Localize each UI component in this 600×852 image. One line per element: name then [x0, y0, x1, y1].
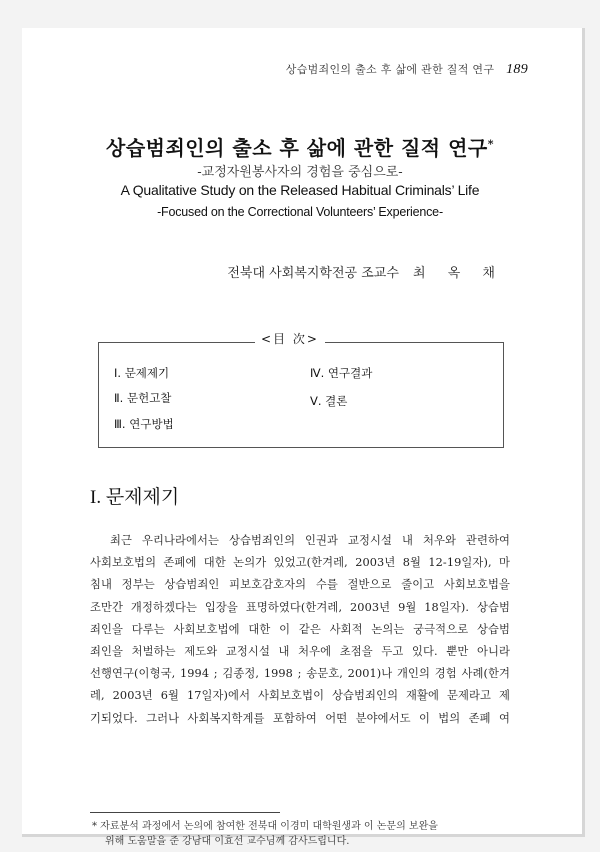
body-line: 레, 2003년 6월 17일자)에서 사회보호법이 상습범죄인의 재활에 문제라고 제	[90, 689, 510, 703]
title-footnote-mark: *	[487, 137, 494, 151]
body-line: 사회보호법의 존폐에 대한 논의가 있었고(한겨레, 2003년 8월 12-19일자), 마	[90, 556, 510, 570]
body-line: 기되었다. 그러나 사회복지학계를 포함하여 어떤 분야에서도 이 법의 존폐 여	[90, 711, 510, 725]
footnote-line: 위해 도움말을 준 강남대 이효선 교수님께 감사드립니다.	[105, 836, 350, 847]
footnote-divider	[90, 812, 280, 813]
toc-item: Ⅲ. 연구방법	[114, 417, 174, 431]
toc-item: Ⅴ. 결론	[310, 394, 348, 408]
footnote-line: * 자료분석 과정에서 논의에 참여한 전북대 이경미 대학원생과 이 논문의 보완을	[92, 821, 438, 832]
page-number: 189	[506, 62, 528, 77]
paper-title-english: A Qualitative Study on the Released Habitual Criminals’ Life	[120, 182, 480, 198]
body-line: 침내 정부는 상습범죄인 피보호감호자의 수를 절반으로 줄이고 사회보호법을	[90, 578, 510, 592]
body-line: 최근 우리나라에서는 상습범죄인의 인권과 교정시설 내 처우와 관련하여	[110, 534, 510, 547]
body-paragraph	[90, 530, 510, 730]
author-line	[227, 262, 504, 281]
section-heading: I. 문제제기	[90, 487, 180, 508]
paper-subtitle-korean: -교정자원봉사자의 경험을 중심으로-	[197, 165, 403, 180]
running-header	[286, 61, 528, 78]
running-title: 상습범죄인의 출소 후 삶에 관한 질적 연구	[285, 63, 495, 76]
body-line: 조만간 개정하겠다는 입장을 표명하였다(한겨레, 2003년 9월 18일자). 상습범	[90, 600, 510, 614]
paper-subtitle-english: -Focused on the Correctional Volunteers’ Experience-	[157, 205, 443, 219]
toc-item: Ⅱ. 문헌고찰	[114, 391, 172, 405]
paper-title	[0, 132, 600, 161]
body-line: 죄인을 처벌하는 제도와 교정시설 내 처우에 초점을 두고 있다. 뿐만 아니라	[90, 645, 510, 659]
paper-title-korean: 상습범죄인의 출소 후 삶에 관한 질적 연구	[106, 136, 488, 160]
toc-label: <目 次>	[255, 330, 325, 347]
toc-item: Ⅰ. 문제제기	[114, 366, 170, 380]
author-affiliation: 전북대 사회복지학전공 조교수	[227, 266, 399, 281]
author-name: 최 옥 채	[413, 266, 504, 281]
footnote	[92, 819, 512, 849]
toc-item: Ⅳ. 연구결과	[310, 366, 373, 380]
body-line: 죄인을 다루는 사회보호법에 대한 이 같은 사회적 논의는 궁극적으로 상습범	[90, 622, 510, 636]
body-line: 선행연구(이형국, 1994 ; 김종정, 1998 ; 송문호, 2001)나 개인의 경험 사례(한겨	[90, 667, 510, 681]
